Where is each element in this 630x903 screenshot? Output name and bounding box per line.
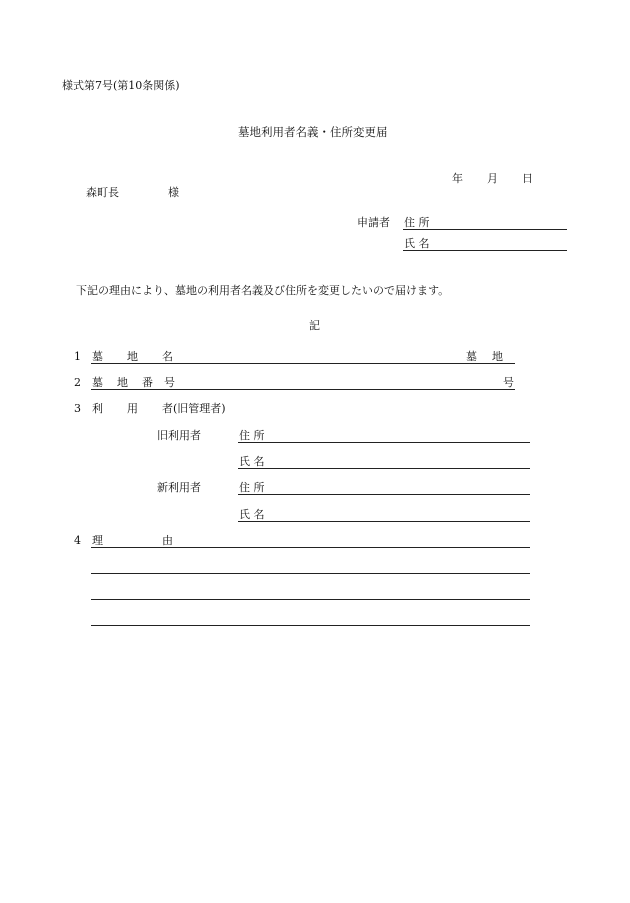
date-month-label: 月 — [487, 172, 498, 185]
item1-label-char3: 名 — [162, 350, 173, 363]
new-user-address-label: 住 所 — [239, 481, 265, 494]
reason-field-line-4[interactable] — [91, 625, 530, 626]
item1-label-char2: 地 — [127, 350, 138, 363]
item3-label-char1: 利 — [92, 402, 103, 415]
item4-label-char1: 理 — [92, 534, 103, 547]
statement-text: 下記の理由により、墓地の利用者名義及び住所を変更したいので届けます。 — [76, 284, 450, 297]
item1-field[interactable] — [91, 363, 515, 364]
old-user-address-label: 住 所 — [239, 429, 265, 442]
old-user-address-field[interactable] — [238, 442, 530, 443]
item3-label-char2: 用 — [127, 402, 138, 415]
item1-suffix: 墓 地 — [466, 350, 505, 363]
applicant-name-label: 氏 名 — [404, 237, 430, 250]
item2-suffix: 号 — [503, 376, 514, 389]
item2-label-char2: 地 — [117, 376, 128, 389]
recipient-name: 森町長 — [86, 186, 119, 199]
recipient-honorific: 様 — [168, 186, 179, 199]
old-user-name-field[interactable] — [238, 468, 530, 469]
item4-label-char2: 由 — [162, 534, 173, 547]
date-day-label: 日 — [522, 172, 533, 185]
item3-number: 3 — [74, 402, 81, 415]
item4-number: 4 — [74, 534, 81, 547]
old-user-name-label: 氏 名 — [239, 455, 265, 468]
reason-field-line-2[interactable] — [91, 573, 530, 574]
new-user-name-label: 氏 名 — [239, 508, 265, 521]
date-year-label: 年 — [452, 172, 463, 185]
new-user-label: 新利用者 — [157, 481, 201, 494]
item1-number: 1 — [74, 350, 81, 363]
form-id: 様式第7号(第10条関係) — [62, 79, 180, 92]
item1-label-char1: 墓 — [92, 350, 103, 363]
applicant-address-field[interactable] — [403, 229, 567, 230]
reason-field-line-3[interactable] — [91, 599, 530, 600]
applicant-name-field[interactable] — [403, 250, 567, 251]
reason-field-line-1[interactable] — [91, 547, 530, 548]
item3-label-rest: 者(旧管理者) — [162, 402, 226, 415]
ki-heading: 記 — [309, 319, 320, 332]
applicant-address-label: 住 所 — [404, 216, 430, 229]
item2-field[interactable] — [91, 389, 515, 390]
item2-label-char4: 号 — [164, 376, 175, 389]
item2-number: 2 — [74, 376, 81, 389]
page-title: 墓地利用者名義・住所変更届 — [238, 125, 388, 139]
new-user-address-field[interactable] — [238, 494, 530, 495]
applicant-label: 申請者 — [357, 216, 390, 229]
item2-label-char3: 番 — [142, 376, 153, 389]
old-user-label: 旧利用者 — [157, 429, 201, 442]
new-user-name-field[interactable] — [238, 521, 530, 522]
item2-label-char1: 墓 — [92, 376, 103, 389]
